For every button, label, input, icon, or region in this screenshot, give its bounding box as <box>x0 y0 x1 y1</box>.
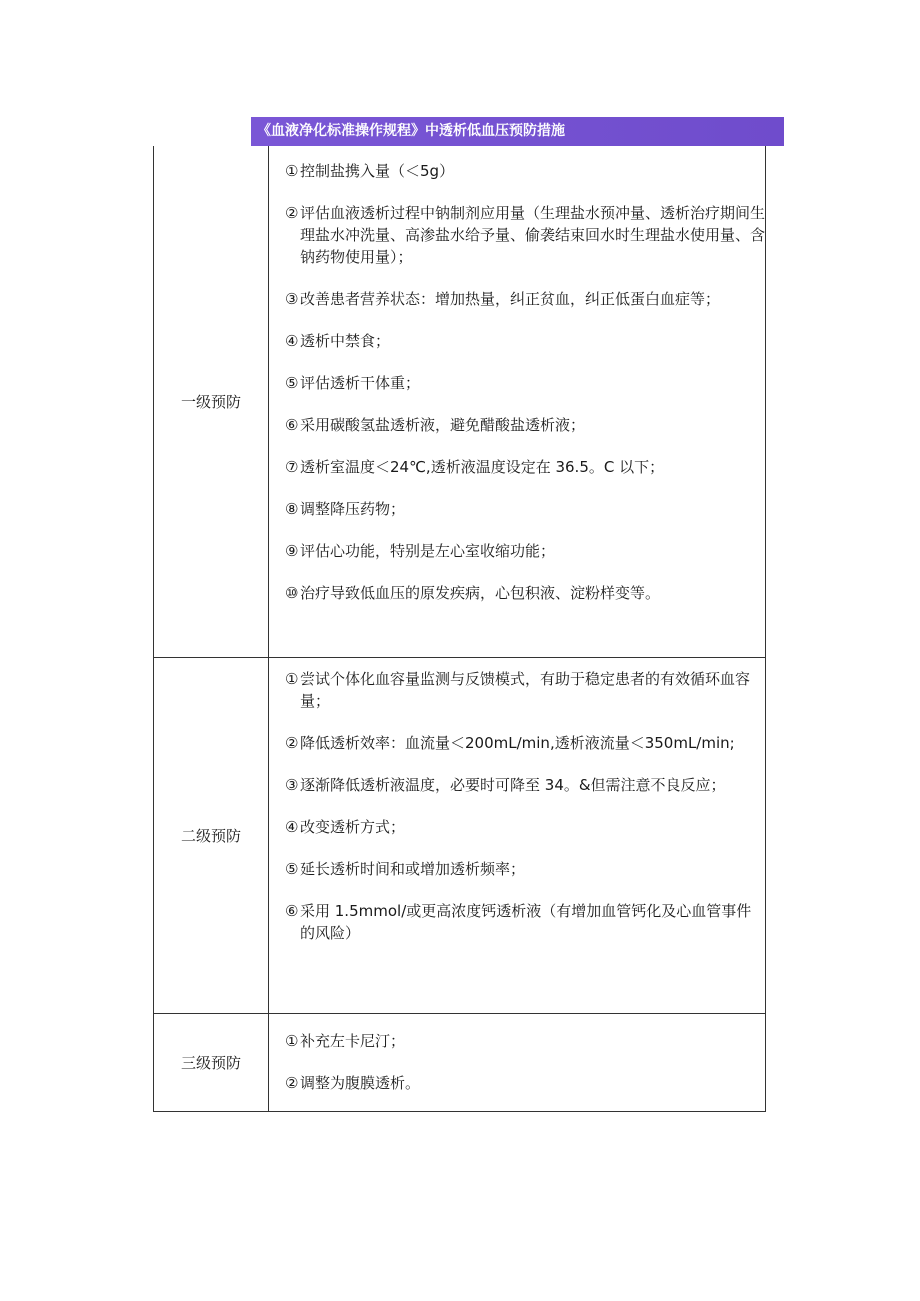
level-items <box>269 657 766 1013</box>
level-items <box>269 1013 766 1111</box>
list-item: ⑩ 治疗导致低血压的原发疾病，心包积液、淀粉样变等。 <box>285 584 661 602</box>
prevention-measures-table <box>153 146 766 1112</box>
list-item: ④ 改变透析方式； <box>285 817 406 836</box>
table-row-level-2 <box>154 657 766 1013</box>
list-item: ② 评估血液透析过程中钠制剂应用量（生理盐水预冲量、透析治疗期间生理盐水冲洗量、高渗盐水给予量、偷袭结束回水时生理盐水使用量、含钠药物使用量）； <box>285 204 766 266</box>
list-item: ⑦ 透析室温度＜24℃,透析液温度设定在 36.5。C 以下； <box>285 458 665 476</box>
list-item: ⑨ 评估心功能，特别是左心室收缩功能； <box>285 542 556 560</box>
list-item: ② 调整为腹膜透析。 <box>285 1073 421 1092</box>
list-item: ③ 逐渐降低透析液温度，必要时可降至 34。&但需注意不良反应； <box>285 775 726 794</box>
list-item: ④ 透析中禁食； <box>285 332 391 350</box>
level-name: 二级预防 <box>154 657 269 1013</box>
list-item: ① 控制盐携入量（＜5g） <box>285 162 455 180</box>
table-title: 《血液净化标准操作规程》中透析低血压预防措施 <box>251 117 784 146</box>
list-item: ⑧ 调整降压药物； <box>285 500 406 518</box>
list-item: ⑤ 延长透析时间和或增加透析频率； <box>285 859 526 878</box>
list-item: ② 降低透析效率：血流量＜200mL∕min,透析液流量＜350mL∕min; <box>285 733 735 752</box>
list-item: ⑥ 采用 1.5mmol/或更高浓度钙透析液（有增加血管钙化及心血管事件的风险） <box>285 901 752 942</box>
level-name: 一级预防 <box>154 146 269 657</box>
list-item: ③ 改善患者营养状态：增加热量，纠正贫血，纠正低蛋白血症等； <box>285 290 721 308</box>
list-item: ⑥ 采用碳酸氢盐透析液，避免醋酸盐透析液； <box>285 416 586 434</box>
table-row-level-1 <box>154 146 766 657</box>
list-item: ① 尝试个体化血容量监测与反馈模式，有助于稳定患者的有效循环血容量； <box>285 669 751 710</box>
table-row-level-3 <box>154 1013 766 1111</box>
list-item: ⑤ 评估透析干体重； <box>285 374 421 392</box>
level-items <box>269 146 766 657</box>
list-item: ① 补充左卡尼汀； <box>285 1031 406 1050</box>
level-name: 三级预防 <box>154 1013 269 1111</box>
